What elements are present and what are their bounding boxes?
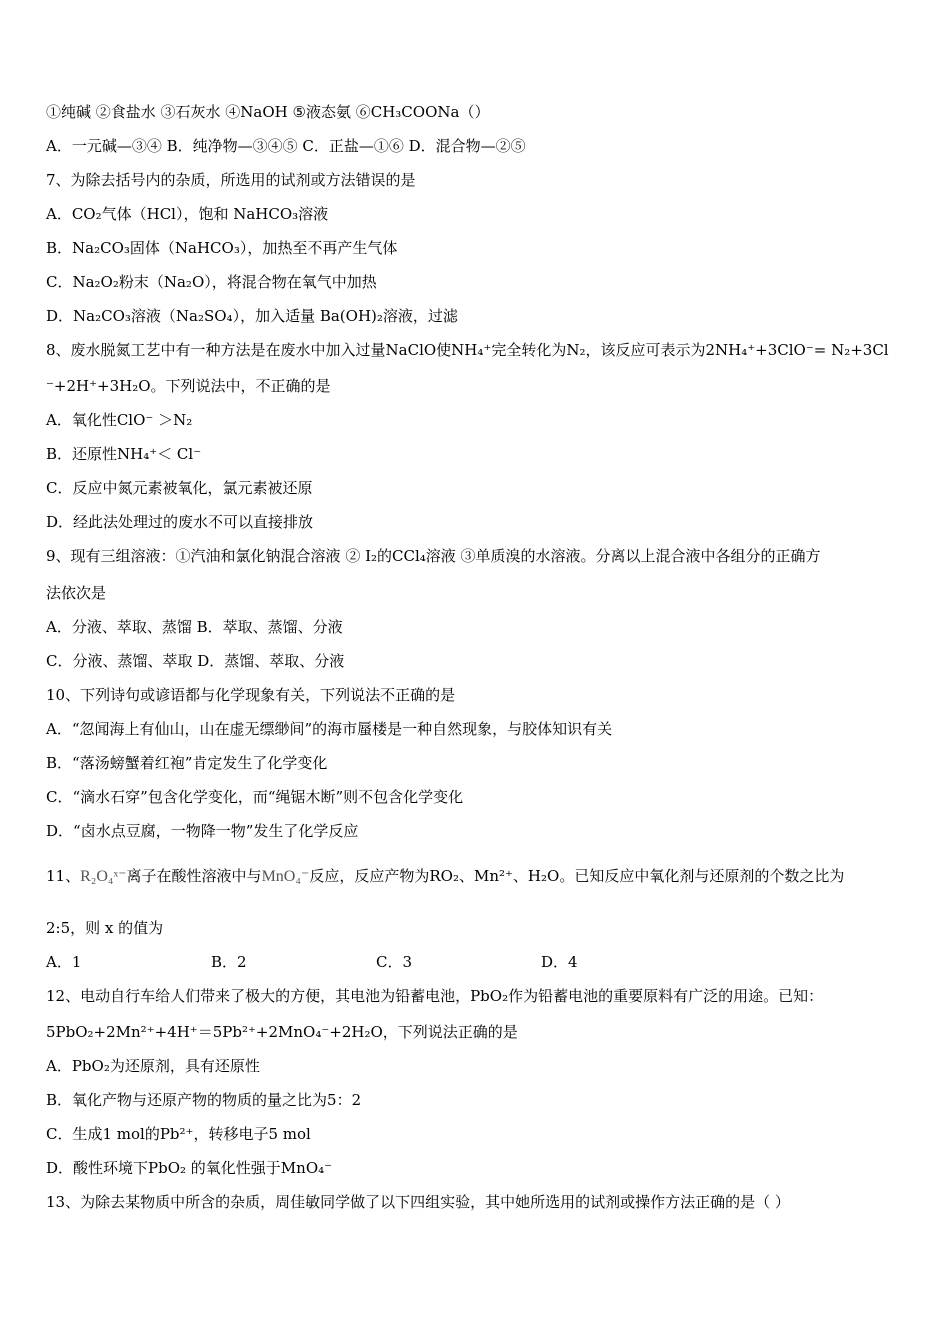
q12-stem: 12、电动自行车给人们带来了极大的方便，其电池为铅蓄电池，PbO₂作为铅蓄电池的重要原料有广泛的用途。已知：	[46, 987, 824, 1005]
q7-option-b: B．Na₂CO₃固体（NaHCO₃），加热至不再产生气体	[46, 239, 398, 257]
q12-equation: 5PbO₂+2Mn²⁺+4H⁺＝5Pb²⁺+2MnO₄⁻+2H₂O，下列说法正确的是	[46, 1023, 518, 1041]
q12-option-a: A．PbO₂为还原剂，具有还原性	[46, 1057, 260, 1075]
q11-permanganate-formula: MnO₄⁻	[261, 868, 310, 885]
q11-text-rest: 反应，反应产物为RO₂、Mn²⁺、H₂O。已知反应中氧化剂与还原剂的个数之比为	[309, 867, 845, 885]
q10-option-d: D．“卤水点豆腐，一物降一物”发生了化学反应	[46, 822, 359, 840]
q10-option-a: A．“忽闻海上有仙山，山在虚无缥缈间”的海市蜃楼是一种自然现象，与胶体知识有关	[46, 720, 613, 738]
q7-option-d: D．Na₂CO₃溶液（Na₂SO₄），加入适量 Ba(OH)₂溶液，过滤	[46, 307, 458, 325]
q11-option-d: D．4	[541, 953, 578, 971]
q10-option-b: B．“落汤螃蟹着红袍”肯定发生了化学变化	[46, 754, 328, 772]
q6-items: ①纯碱 ②食盐水 ③石灰水 ④NaOH ⑤液态氨 ⑥CH₃COONa（）	[46, 103, 490, 121]
q10-option-c: C．“滴水石穿”包含化学变化，而“绳锯木断”则不包含化学变化	[46, 788, 464, 806]
q13-stem: 13、为除去某物质中所含的杂质，周佳敏同学做了以下四组实验，其中她所选用的试剂或操作方法正确的是（ ）	[46, 1193, 790, 1211]
q11-stem	[46, 866, 844, 887]
q12-option-c: C．生成1 mol的Pb²⁺，转移电子5 mol	[46, 1125, 311, 1143]
q11-options	[46, 952, 578, 972]
q11-stem-cont: 2:5，则 x 的值为	[46, 919, 164, 937]
q9-stem: 9、现有三组溶液：①汽油和氯化钠混合溶液 ② I₂的CCl₄溶液 ③单质溴的水溶液。分离以上混合液中各组分的正确方	[46, 547, 821, 565]
q7-option-c: C．Na₂O₂粉末（Na₂O），将混合物在氧气中加热	[46, 273, 377, 291]
q11-option-c: C．3	[376, 953, 413, 971]
q9-stem-cont: 法依次是	[46, 584, 107, 602]
q11-ion-formula: R₂O₄ˣ⁻	[80, 868, 127, 885]
q12-option-d: D．酸性环境下PbO₂ 的氧化性强于MnO₄⁻	[46, 1159, 333, 1177]
q8-option-d: D．经此法处理过的废水不可以直接排放	[46, 513, 314, 531]
q9-options-cd: C．分液、蒸馏、萃取 D．蒸馏、萃取、分液	[46, 652, 345, 670]
q6-options: A．一元碱—③④ B．纯净物—③④⑤ C．正盐—①⑥ D．混合物—②⑤	[46, 137, 526, 155]
q8-option-a: A．氧化性ClO⁻ ＞N₂	[46, 411, 193, 429]
q8-option-b: B．还原性NH₄⁺＜ Cl⁻	[46, 445, 202, 463]
q11-option-b: B．2	[211, 953, 247, 971]
q8-stem: 8、废水脱氮工艺中有一种方法是在废水中加入过量NaClO使NH₄⁺完全转化为N₂，该反应可表示为2NH₄⁺+3ClO⁻= N₂+3Cl	[46, 341, 889, 359]
q7-option-a: A．CO₂气体（HCl），饱和 NaHCO₃溶液	[46, 205, 329, 223]
q11-text-mid: 离子在酸性溶液中与	[126, 867, 262, 885]
q10-stem: 10、下列诗句或谚语都与化学现象有关，下列说法不正确的是	[46, 686, 456, 704]
q7-stem: 7、为除去括号内的杂质，所选用的试剂或方法错误的是	[46, 171, 416, 189]
q8-stem-cont: ⁻+2H⁺+3H₂O。下列说法中，不正确的是	[46, 377, 331, 395]
q12-option-b: B．氧化产物与还原产物的物质的量之比为5：2	[46, 1091, 362, 1109]
q9-options-ab: A．分液、萃取、蒸馏 B．萃取、蒸馏、分液	[46, 618, 343, 636]
q11-option-a: A．1	[46, 953, 82, 971]
q8-option-c: C．反应中氮元素被氧化，氯元素被还原	[46, 479, 313, 497]
q11-number: 11、	[46, 867, 81, 885]
